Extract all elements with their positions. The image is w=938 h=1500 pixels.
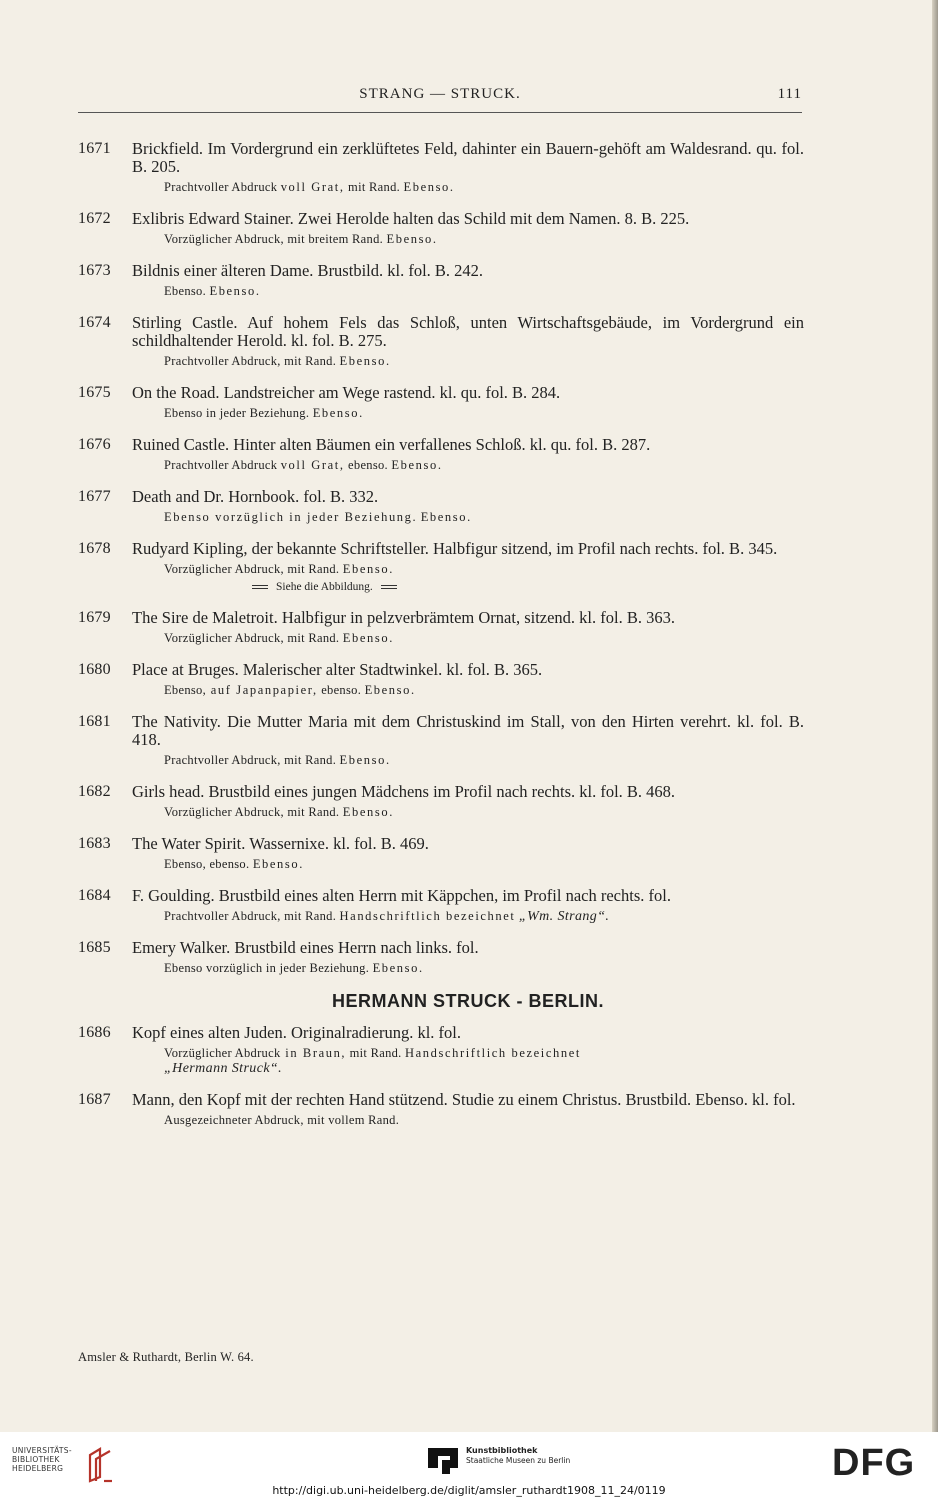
entry: [78, 540, 804, 594]
entry: [78, 887, 804, 924]
entry-condition: Prachtvoller Abdruck, mit Rand. Ebenso.: [164, 753, 391, 767]
entry-description: Bildnis einer älteren Dame. Brustbild. kl. fol. B. 242.: [132, 261, 484, 280]
kunstbibliothek-logo[interactable]: [428, 1446, 588, 1476]
entry-description: Ruined Castle. Hinter alten Bäumen ein verfallenes Schloß. kl. qu. fol. B. 287.: [132, 435, 651, 454]
entry-number: 1672: [78, 210, 111, 227]
entry-condition: Vorzüglicher Abdruck in Braun, mit Rand. Handschriftlich bezeichnet „Hermann Struck“.: [164, 1046, 581, 1076]
entry: [78, 713, 804, 768]
entry-description: Kopf eines alten Juden. Originalradierung. kl. fol.: [132, 1023, 461, 1042]
entry-condition: Ebenso, auf Japanpapier, ebenso. Ebenso.: [164, 683, 416, 697]
entry-condition: Ebenso in jeder Beziehung. Ebenso.: [164, 406, 364, 420]
entry-number: 1684: [78, 887, 111, 904]
entry-description: Death and Dr. Hornbook. fol. B. 332.: [132, 487, 379, 506]
entry-condition: Ebenso vorzüglich in jeder Beziehung. Ebenso.: [164, 961, 424, 975]
entry-condition: Vorzüglicher Abdruck, mit Rand. Ebenso.: [164, 805, 394, 819]
signature-text: „Wm. Strang“.: [518, 909, 610, 924]
entry-condition: Prachtvoller Abdruck, mit Rand. Ebenso.: [164, 354, 391, 368]
double-rule-right: [381, 585, 397, 589]
entry-description: F. Goulding. Brustbild eines alten Herrn mit Käppchen, im Profil nach rechts. fol.: [132, 886, 671, 905]
entry-number: 1687: [78, 1091, 111, 1108]
entry: [78, 488, 804, 525]
page-edge-shadow: [932, 0, 938, 1432]
entry-condition: Ebenso vorzüglich in jeder Beziehung. Ebenso.: [164, 510, 472, 524]
entry: [78, 939, 804, 976]
running-head: [78, 86, 802, 113]
entry-number: 1679: [78, 609, 111, 626]
entry-number: 1686: [78, 1024, 111, 1041]
entry-condition: Prachtvoller Abdruck, mit Rand. Handschriftlich bezeichnet „Wm. Strang“.: [164, 909, 610, 924]
entry-number: 1683: [78, 835, 111, 852]
catalogue-entries: [78, 140, 804, 1143]
artist-heading: HERMANN STRUCK - BERLIN.: [332, 991, 604, 1011]
entry-description: Brickfield. Im Vordergrund ein zerklüftetes Feld, dahinter ein Bauern-gehöft am Waldesrand. qu. fol. B. 205.: [132, 139, 804, 176]
entry-condition: Vorzüglicher Abdruck, mit Rand. Ebenso.: [164, 631, 394, 645]
entry-description: Rudyard Kipling, der bekannte Schriftsteller. Halbfigur sitzend, im Profil nach rechts. fol. B. 345.: [132, 539, 778, 558]
running-title: STRANG — STRUCK.: [359, 86, 521, 102]
entry-description: On the Road. Landstreicher am Wege rastend. kl. qu. fol. B. 284.: [132, 383, 561, 402]
entry-description: Mann, den Kopf mit der rechten Hand stützend. Studie zu einem Christus. Brustbild. Ebenso. kl. fol.: [132, 1090, 796, 1109]
entry-description: Emery Walker. Brustbild eines Herrn nach links. fol.: [132, 938, 479, 957]
kunstbibliothek-emblem-icon: [428, 1448, 458, 1474]
entry-description: The Water Spirit. Wassernixe. kl. fol. B. 469.: [132, 834, 429, 853]
entry-condition: Ausgezeichneter Abdruck, mit vollem Rand.: [164, 1113, 400, 1127]
illustration-reference: Siehe die Abbildung.: [164, 580, 804, 594]
entry: [78, 436, 804, 473]
entry-number: 1681: [78, 713, 111, 730]
entry-number: 1677: [78, 488, 111, 505]
signature-text: „Hermann Struck“.: [164, 1061, 283, 1076]
entry-number: 1685: [78, 939, 111, 956]
entry-condition: Vorzüglicher Abdruck, mit Rand. Ebenso.: [164, 562, 394, 576]
publisher-imprint: Amsler & Ruthardt, Berlin W. 64.: [78, 1350, 254, 1364]
ub-emblem-icon: [86, 1447, 116, 1483]
entry-number: 1678: [78, 540, 111, 557]
entry: [78, 314, 804, 369]
entry-number: 1682: [78, 783, 111, 800]
dfg-logo[interactable]: DFG: [832, 1442, 916, 1484]
entry: [78, 1091, 804, 1128]
permalink-url[interactable]: http://digi.ub.uni-heidelberg.de/diglit/amsler_ruthardt1908_11_24/0119: [272, 1484, 666, 1497]
entry-description: Place at Bruges. Malerischer alter Stadtwinkel. kl. fol. B. 365.: [132, 660, 543, 679]
entry: [78, 661, 804, 698]
university-library-logo[interactable]: [12, 1446, 122, 1486]
entry: [78, 140, 804, 195]
entry-condition: Prachtvoller Abdruck voll Grat, mit Rand. Ebenso.: [164, 180, 455, 194]
digitization-footer: [0, 1432, 938, 1500]
entry-condition: Ebenso. Ebenso.: [164, 284, 261, 298]
entry-description: Stirling Castle. Auf hohem Fels das Schloß, unten Wirtschaftsgebäude, im Vordergrund ein schildhaltender Herold. kl. fol. B. 275.: [132, 313, 804, 350]
entry-condition: Prachtvoller Abdruck voll Grat, ebenso. Ebenso.: [164, 458, 443, 472]
entry-number: 1680: [78, 661, 111, 678]
entry: [78, 1024, 804, 1076]
entry-number: 1675: [78, 384, 111, 401]
entry-condition: Vorzüglicher Abdruck, mit breitem Rand. Ebenso.: [164, 232, 438, 246]
kunstbibliothek-name: Kunstbibliothek Staatliche Museen zu Berlin: [466, 1446, 571, 1465]
entry-condition: Ebenso, ebenso. Ebenso.: [164, 857, 304, 871]
page-number: 111: [777, 86, 802, 102]
entry-number: 1671: [78, 140, 111, 157]
entry: [78, 210, 804, 247]
entry: [78, 835, 804, 872]
university-library-name: UNIVERSITÄTS- BIBLIOTHEK HEIDELBERG: [12, 1446, 72, 1473]
entry-number: 1674: [78, 314, 111, 331]
entry: [78, 609, 804, 646]
double-rule-left: [252, 585, 268, 589]
entry: [78, 384, 804, 421]
entry: [78, 783, 804, 820]
entry-description: Girls head. Brustbild eines jungen Mädchens im Profil nach rechts. kl. fol. B. 468.: [132, 782, 676, 801]
entry-description: The Nativity. Die Mutter Maria mit dem Christuskind im Stall, von den Hirten verehrt. kl. fol. B. 418.: [132, 712, 804, 749]
entry-number: 1676: [78, 436, 111, 453]
entry-description: The Sire de Maletroit. Halbfigur in pelzverbrämtem Ornat, sitzend. kl. fol. B. 363.: [132, 608, 675, 627]
entry: [78, 262, 804, 299]
entry-description: Exlibris Edward Stainer. Zwei Herolde halten das Schild mit dem Namen. 8. B. 225.: [132, 209, 690, 228]
entry-number: 1673: [78, 262, 111, 279]
